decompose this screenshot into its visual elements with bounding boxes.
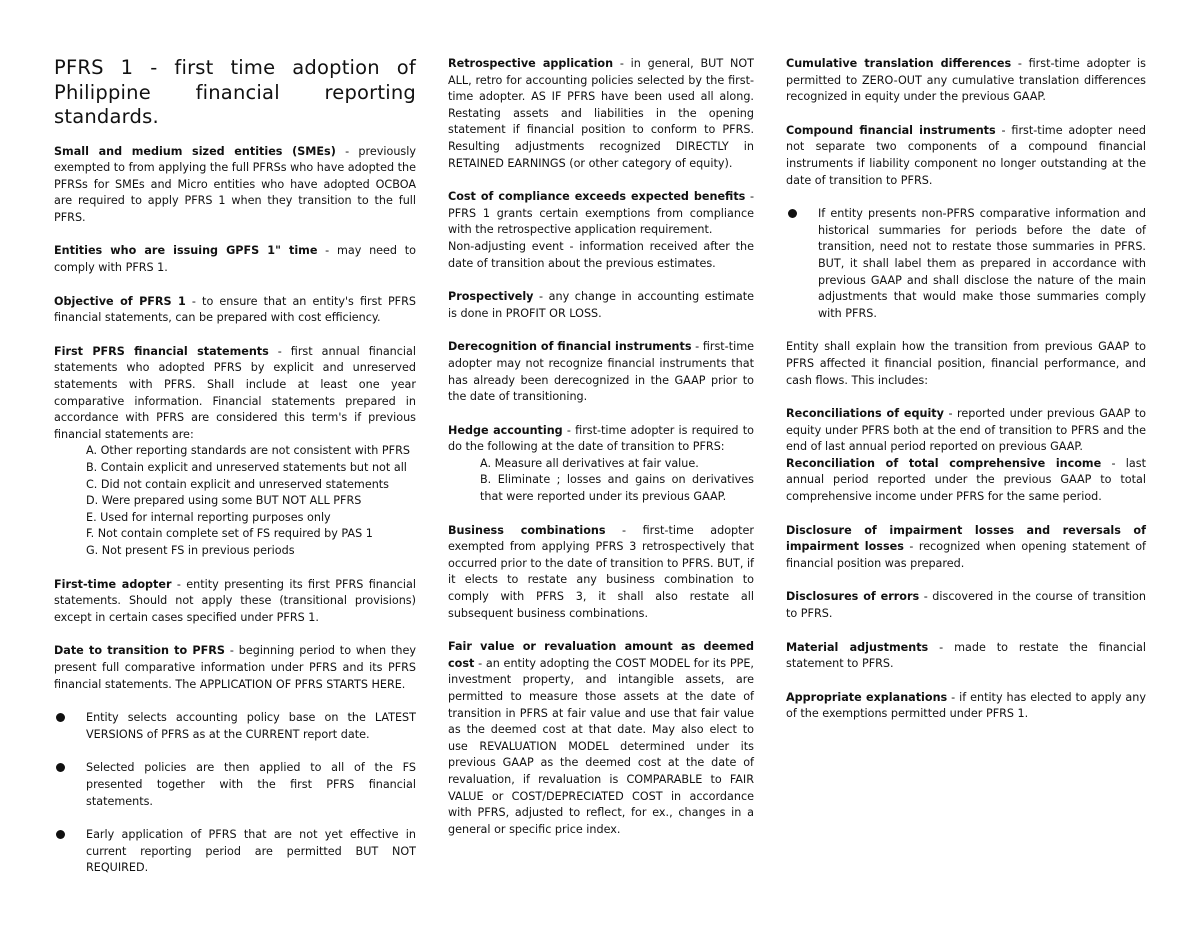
para-explain: Entity shall explain how the transition from previous GAAP to PFRS affected it financial position, financial performance, and cash flows. This includes: (786, 340, 1146, 387)
bullet-icon (788, 209, 797, 218)
para-sme: Small and medium sized entities (SMEs) - previously exempted to from applying the full PFRSs who have adopted the PFRSs for SMEs and Micro entities who have adopted OCBOA are required to apply PFRS 1 when they transition to the full PFRS. (54, 144, 416, 224)
para-cumul: Cumulative translation differences - first-time adopter is permitted to ZERO-OUT any cumulative translation differences recognized in equity under the previous GAAP. (786, 57, 1146, 104)
para-gpfs: Entities who are issuing GPFS 1" time - may need to comply with PFRS 1. (54, 244, 417, 275)
term-recon-equity: Reconciliations of equity (786, 407, 944, 421)
para-derecog: Derecognition of financial instruments - first-time adopter may not recognize financial instruments that has already been derecognized in the GAAP prior to the date of transitioning. (448, 340, 754, 404)
term-sme: Small and medium sized entities (SMEs) (54, 144, 336, 158)
para-impair: Disclosure of impairment losses and reversals of impairment losses - recognized when opening statement of financial position was prepared. (786, 523, 1146, 570)
page-title: PFRS 1 - first time adoption of Philippine financial reporting standards. (54, 56, 416, 128)
para-business: Business combinations - first-time adopter exempted from applying PFRS 3 retrospectively that occurred prior to the date of transition to PFRS. BUT, if it elects to restate any business combination to comply with PFRS 3, it shall also restate all subsequent business combinations. (448, 523, 755, 620)
hedge-list (448, 456, 754, 506)
term-objective: Objective of PFRS 1 (54, 294, 186, 308)
para-material: Material adjustments - made to restate the financial statement to PFRS. (786, 640, 1146, 671)
para-prospect: Prospectively - any change in accounting estimate is done in PROFIT OR LOSS. (448, 290, 754, 320)
para-hedge: Hedge accounting - first-time adopter is required to do the following at the date of transition to PFRS: (448, 423, 754, 454)
bullet-icon (56, 763, 65, 772)
para-approp: Appropriate explanations - if entity has elected to apply any of the exemptions permitted under PFRS 1. (786, 690, 1146, 721)
para-errors: Disclosures of errors - discovered in the course of transition to PFRS. (786, 590, 1146, 621)
para-cost: Cost of compliance exceeds expected benefits - PFRS 1 grants certain exemptions from compliance with the retrospective application requirement. (448, 190, 754, 237)
list-item: G. Not present FS in previous periods (86, 543, 295, 557)
term-impair: Disclosure of impairment losses and reversals of impairment losses (786, 523, 1146, 554)
para-first-time: First-time adopter - entity presenting its first PFRS financial statements. Should not apply these (transitional provisions) except in certain cases specified under PFRS 1. (54, 577, 417, 624)
term-prospect: Prospectively (448, 290, 534, 304)
list-item: If entity presents non-PFRS comparative information and historical summaries for periods before the date of transition, need not to restate those summaries in PFRS. BUT, it shall label them as prepared in accordance with previous GAAP and shall disclose the nature of the main adjustments that would make those summaries comply with PFRS. (786, 206, 1146, 322)
para-fairvalue: Fair value or revaluation amount as deemed cost - an entity adopting the COST MODEL for its PPE, investment property, and intangible assets, are permitted to measure those assets at the date of transition in PFRS at fair value and use that fair value as the deemed cost at that date. May also elect to use REVALUATION MODEL determined under its previous GAAP as the deemed cost at the date of revaluation, if revaluation is COMPARABLE to FAIR VALUE or COST/DEPRECIATED COST in accordance with PFRS, adjusted to reflect, for ex., changes in a general or specific price index. (448, 640, 754, 836)
para-retro: Retrospective application - in general, BUT NOT ALL, retro for accounting policies selected by the first-time adopter. AS IF PFRS have been used all along. Restating assets and liabilities in the opening statement if financial position to conform to PFRS. Resulting adjustments recognized DIRECTLY in RETAINED EARNINGS (or other category of equity). (448, 57, 754, 170)
bullet-icon (56, 830, 65, 839)
list-item: E. Used for internal reporting purposes only (86, 510, 331, 524)
list-item: Selected policies are then applied to all of the FS presented together with the first PFRS financial statements. (54, 760, 416, 810)
para-date-transition: Date to transition to PFRS - beginning period to when they present full comparative information under PFRS and its PFRS financial statements. The APPLICATION OF PFRS STARTS HERE. (54, 644, 416, 691)
list-item: Early application of PFRS that are not yet effective in current reporting period are permitted BUT NOT REQUIRED. (54, 827, 416, 877)
conditions-list (54, 443, 416, 559)
term-date-transition: Date to transition to PFRS (54, 644, 225, 658)
term-compound: Compound financial instruments (786, 123, 996, 137)
term-retro: Retrospective application (448, 57, 614, 70)
term-recon-income: Reconciliation of total comprehensive income (786, 456, 1102, 470)
para-recon-income: Reconciliation of total comprehensive income - last annual period reported under the previous GAAP to total comprehensive income under PFRS for the same period. (786, 456, 1146, 504)
list-item: D. Were prepared using some BUT NOT ALL PFRS (86, 494, 362, 508)
list-item: A. Measure all derivatives at fair value. (480, 456, 699, 470)
bullet-list (54, 710, 416, 877)
term-material: Material adjustments (786, 640, 929, 654)
para-recon-equity: Reconciliations of equity - reported under previous GAAP to equity under PFRS both at the end of transition to PFRS and the end of last annual period reported on previous GAAP. (786, 407, 1146, 454)
bullet-list (786, 206, 1146, 322)
term-hedge: Hedge accounting (448, 423, 563, 437)
term-first-time: First-time adopter (54, 577, 172, 591)
term-first-fs: First PFRS financial statements (54, 344, 269, 358)
term-errors: Disclosures of errors (786, 590, 920, 604)
para-first-fs: First PFRS financial statements - first annual financial statements who adopted PFRS by explicit and unreserved statements with PFRS. Shall include at least one year comparative information. Financial statements prepared in accordance with PFRS are considered this term's if previous financial statements are: (54, 344, 416, 441)
list-item: Entity selects accounting policy base on the LATEST VERSIONS of PFRS as at the CURRENT report date. (54, 710, 416, 743)
term-cumul: Cumulative translation differences (786, 57, 1012, 70)
term-approp: Appropriate explanations (786, 690, 948, 704)
column-1 (54, 56, 416, 894)
para-objective: Objective of PFRS 1 - to ensure that an entity's first PFRS financial statements, can be prepared with cost efficiency. (54, 294, 416, 325)
para-compound: Compound financial instruments - first-time adopter need not separate two components of a compound financial instruments if liability component no longer outstanding at the date of transition to PFRS. (786, 123, 1146, 187)
column-2 (448, 56, 754, 855)
term-cost: Cost of compliance exceeds expected benefits (448, 190, 746, 204)
term-gpfs: Entities who are issuing GPFS 1" time (54, 244, 318, 258)
para-nonadj: Non-adjusting event - information received after the date of transition about the previous estimates. (448, 239, 754, 270)
term-fairvalue: Fair value or revaluation amount as deemed cost (448, 640, 754, 670)
list-item: B. Eliminate ; losses and gains on derivatives that were reported under its previous GAAP. (480, 473, 754, 504)
list-item: B. Contain explicit and unreserved statements but not all (86, 461, 407, 474)
term-derecog: Derecognition of financial instruments (448, 340, 692, 354)
list-item: F. Not contain complete set of FS required by PAS 1 (86, 527, 373, 541)
term-business: Business combinations (448, 523, 606, 537)
list-item: A. Other reporting standards are not consistent with PFRS (86, 444, 410, 458)
bullet-icon (56, 713, 65, 722)
column-3 (786, 56, 1146, 740)
list-item: C. Did not contain explicit and unreserved statements (86, 477, 390, 491)
